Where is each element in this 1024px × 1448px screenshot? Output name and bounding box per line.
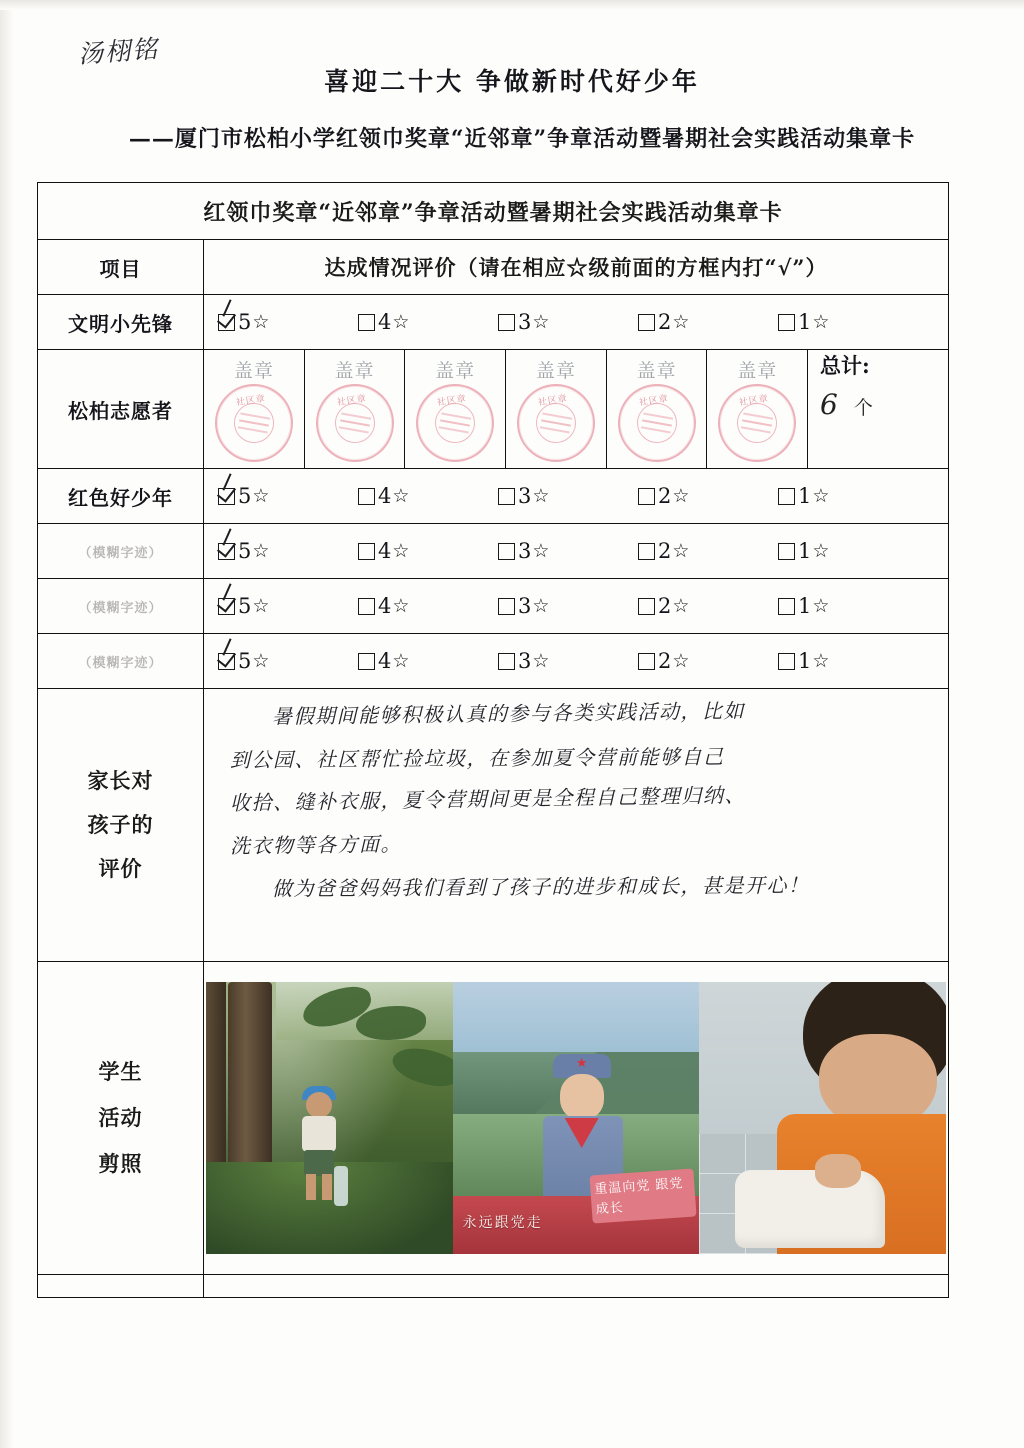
checkbox[interactable] [638,653,655,670]
star-icon: ☆ [392,649,410,672]
star-icon: ☆ [672,649,690,672]
star-icon: ☆ [672,594,690,617]
star-icon: ☆ [672,539,690,562]
checkbox-checked[interactable] [218,653,235,670]
row-label-civilized: 文明小先锋 [38,295,204,350]
label-line-2: 孩子的 [87,811,154,837]
photo-park-litter-picking [206,982,453,1254]
label-line-1: 家长对 [87,767,154,793]
rating-row-faded-2 [38,579,949,634]
star-icon: ☆ [532,539,550,562]
rating-option-5[interactable]: 5 ☆ [218,539,358,563]
white-cloth [735,1170,885,1248]
stamp-slot-2[interactable] [305,350,406,468]
stamp-total-cell [808,350,948,468]
rating-row-faded-3 [38,634,949,689]
rating-option-2[interactable]: 2 ☆ [638,649,778,673]
rating-option-1[interactable]: 1 ☆ [778,484,918,508]
rating-option-3[interactable]: 3 ☆ [498,539,638,563]
rating-row-civilized [38,295,949,350]
star-icon: ☆ [392,484,410,507]
stamp-card-table [37,182,949,1298]
rating-number: 5 [238,310,252,334]
stamp-slot-5[interactable] [607,350,708,468]
star-icon: ☆ [812,594,830,617]
rating-option-4[interactable] [358,310,498,334]
hand [815,1154,861,1188]
project-header: 达成情况评价（请在相应☆级前面的方框内打“√”） [204,240,949,295]
star-icon: ☆ [532,484,550,507]
comment-line-5: 做为爸爸妈妈我们看到了孩子的进步和成长，甚是开心！ [271,872,810,901]
checkbox[interactable] [358,488,375,505]
rating-option-5[interactable] [218,310,358,334]
star-icon: ☆ [252,594,270,617]
checkbox[interactable] [498,653,515,670]
stamp-label: 盖章 [535,360,576,382]
red-seal-icon: 社区章 [512,379,600,467]
banner-caption: 永远跟党走 [462,1215,543,1231]
stamp-slot-1[interactable] [204,350,305,468]
checkbox[interactable] [638,314,655,331]
parent-comment-text [204,689,948,961]
label-line-3: 评价 [98,856,143,882]
rating-option-2[interactable]: 2 ☆ [638,594,778,618]
tail-cell-left [38,1275,204,1298]
star-icon: ☆ [392,310,410,333]
student-photos-row [38,962,949,1275]
red-seal-icon: 社区章 [411,379,499,467]
checkbox[interactable] [498,314,515,331]
checkbox[interactable] [498,488,515,505]
photo-red-army-uniform [453,982,700,1254]
checkbox[interactable] [778,653,795,670]
star-icon: ☆ [672,310,690,333]
rating-number: 2 [658,310,672,334]
checkbox[interactable] [778,598,795,615]
student-photos-label [38,962,204,1275]
plastic-bottle [334,1166,348,1206]
table-tail-row [38,1275,949,1298]
rating-option-5[interactable]: 5 ☆ [218,484,358,508]
checkbox-checked[interactable] [218,314,235,331]
comment-line-3: 收拾、缝补衣服，夏令营期间更是全程自己整理归纳、 [229,782,747,815]
total-value-handwritten: 6 个 [820,388,873,421]
scan-edge-left [0,0,14,1448]
table-title-row [38,183,949,240]
checkbox[interactable] [358,543,375,560]
red-seal-icon: 社区章 [210,379,298,467]
checkbox[interactable] [358,653,375,670]
star-icon: ☆ [672,484,690,507]
star-icon: ☆ [252,484,270,507]
red-seal-icon: 社区章 [310,379,398,467]
label-line-1: 学生 [98,1058,143,1084]
total-label: 总计: [820,353,870,378]
red-seal-icon: 社区章 [612,379,700,467]
held-sign: 重温向党 跟党成长 [590,1168,697,1223]
page-subtitle: ——厦门市松柏小学红领巾奖章“近邻章”争章活动暨暑期社会实践活动集章卡 [128,126,916,152]
stamp-label: 盖章 [435,360,476,382]
comment-line-2: 到公园、社区帮忙捡垃圾，在参加夏令营前能够自己 [229,744,725,772]
row-label-red-youth: 红色好少年 [38,469,204,524]
stamp-label: 盖章 [636,360,677,382]
star-icon: ☆ [252,649,270,672]
rating-option-2[interactable] [638,310,778,334]
red-seal-icon: 社区章 [713,379,801,467]
rating-row-faded-1 [38,524,949,579]
star-icon: ☆ [812,484,830,507]
tail-cell-right [204,1275,949,1298]
rating-option-4[interactable]: 4 ☆ [358,649,498,673]
stamp-slot-4[interactable] [506,350,607,468]
page-title: 喜迎二十大 争做新时代好少年 [324,67,700,96]
label-line-3: 剪照 [98,1151,143,1177]
checkbox[interactable] [358,598,375,615]
table-header-row [38,240,949,295]
rating-option-2[interactable]: 2 ☆ [638,484,778,508]
checkbox[interactable] [638,488,655,505]
rating-option-3[interactable]: 3 ☆ [498,649,638,673]
student-name-handwritten: 汤栩铭 [77,34,161,69]
checkbox[interactable] [358,314,375,331]
star-icon: ☆ [532,310,550,333]
row-label-volunteer: 松柏志愿者 [38,350,204,469]
rating-number: 4 [378,310,392,334]
checkbox[interactable] [498,598,515,615]
checkbox[interactable] [778,314,795,331]
rating-option-5[interactable]: 5 ☆ [218,594,358,618]
project-label: 项目 [38,240,204,295]
stamp-label: 盖章 [334,360,375,382]
rating-option-3[interactable]: 3 ☆ [498,484,638,508]
label-line-2: 活动 [98,1104,143,1130]
rating-option-1[interactable]: 1 ☆ [778,594,918,618]
star-icon: ☆ [532,649,550,672]
checkbox-checked[interactable] [218,598,235,615]
rating-option-4[interactable]: 4 ☆ [358,594,498,618]
rating-option-1[interactable] [778,310,918,334]
comment-line-1: 暑假期间能够积极认真的参与各类实践活动，比如 [271,698,746,729]
star-icon: ☆ [812,539,830,562]
checkbox-checked[interactable] [218,543,235,560]
row-label-faded-1: （模糊字迹） [38,524,204,579]
star-icon: ☆ [532,594,550,617]
stamp-label: 盖章 [737,360,778,382]
parent-comment-row [38,689,949,962]
star-icon: ☆ [252,310,270,333]
scan-edge-top [0,0,1024,10]
comment-line-4: 洗衣物等各方面。 [229,831,403,858]
rating-number: 3 [518,310,532,334]
volunteer-stamp-row [38,350,949,469]
rating-number: 1 [798,310,812,334]
checkbox[interactable] [778,543,795,560]
rating-row-red-youth [38,469,949,524]
star-icon: ☆ [392,539,410,562]
rating-option-4[interactable]: 4 ☆ [358,539,498,563]
rating-option-1[interactable]: 1 ☆ [778,539,918,563]
checkbox[interactable] [498,543,515,560]
rating-option-4[interactable]: 4 ☆ [358,484,498,508]
star-icon: ☆ [812,649,830,672]
star-icon: ☆ [252,539,270,562]
star-icon: ☆ [812,310,830,333]
stamp-label: 盖章 [233,360,274,382]
star-icon: ☆ [392,594,410,617]
rating-option-3[interactable]: 3 ☆ [498,594,638,618]
checkbox[interactable] [638,543,655,560]
stamp-slot-6[interactable] [707,350,808,468]
rating-option-1[interactable]: 1 ☆ [778,649,918,673]
rating-option-5[interactable]: 5 ☆ [218,649,358,673]
photo-sewing-clothes [699,982,946,1254]
checkbox-checked[interactable] [218,488,235,505]
parent-comment-label [38,689,204,962]
checkbox[interactable] [638,598,655,615]
table-title: 红领巾奖章“近邻章”争章活动暨暑期社会实践活动集章卡 [203,199,783,226]
rating-option-2[interactable]: 2 ☆ [638,539,778,563]
stamp-slot-3[interactable] [405,350,506,468]
rating-option-3[interactable] [498,310,638,334]
row-label-faded-3: （模糊字迹） [38,634,204,689]
row-label-faded-2: （模糊字迹） [38,579,204,634]
checkbox[interactable] [778,488,795,505]
